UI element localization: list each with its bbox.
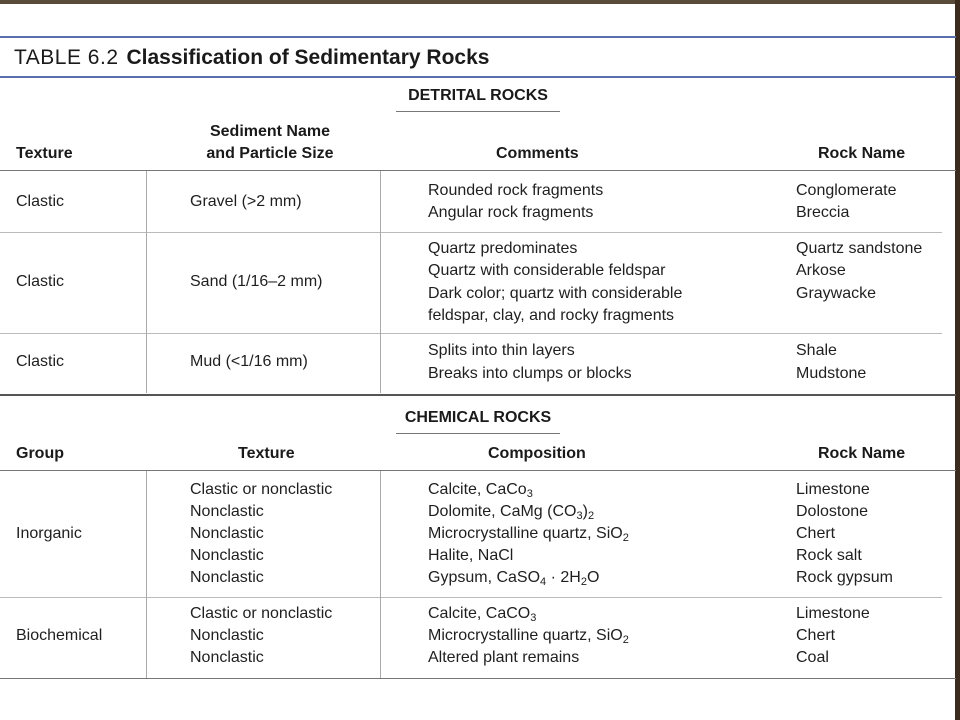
comment-line: Quartz with considerable feldspar: [428, 262, 666, 279]
title-rule-top: [0, 36, 956, 38]
row-divider: [0, 597, 942, 598]
row-divider: [0, 333, 942, 334]
rock-name-cell: Chert: [796, 627, 836, 644]
texture-cell: Nonclastic: [190, 649, 264, 666]
rock-name-cell: Rock salt: [796, 547, 862, 564]
composition-cell: Halite, NaCl: [428, 547, 514, 564]
table-name: Classification of Sedimentary Rocks: [126, 46, 490, 69]
sediment-cell: Mud (<1/16 mm): [190, 353, 308, 370]
section-rule: [0, 394, 956, 396]
header-sediment-line1: Sediment Name: [209, 123, 331, 140]
right-frame-border: [955, 0, 960, 720]
texture-cell: Nonclastic: [190, 627, 264, 644]
composition-cell: Calcite, CaCO$_3$: [428, 605, 537, 624]
rock-name-cell: Quartz sandstone: [796, 240, 923, 257]
header-rock-name: Rock Name: [818, 445, 906, 462]
rock-name-cell: Mudstone: [796, 365, 867, 382]
rock-name-cell: Breccia: [796, 204, 850, 221]
composition-cell: Altered plant remains: [428, 649, 580, 666]
rock-name-cell: Limestone: [796, 605, 870, 622]
chemical-heading: CHEMICAL ROCKS: [404, 409, 552, 426]
sediment-cell: Gravel (>2 mm): [190, 193, 302, 210]
texture-cell: Nonclastic: [190, 503, 264, 520]
table-number: TABLE 6.2: [14, 46, 119, 69]
header-group: Group: [16, 445, 64, 462]
texture-cell: Nonclastic: [190, 569, 264, 586]
top-frame-border: [0, 0, 960, 4]
chemical-header-rule: [0, 470, 956, 471]
texture-cell: Clastic: [16, 353, 65, 370]
header-texture: Texture: [16, 145, 73, 162]
column-divider: [380, 471, 381, 678]
comment-line: Splits into thin layers: [428, 342, 575, 359]
column-divider: [146, 171, 147, 393]
rock-name-cell: Graywacke: [796, 285, 877, 302]
rock-name-cell: Coal: [796, 649, 829, 666]
rock-name-cell: Rock gypsum: [796, 569, 893, 586]
texture-cell: Nonclastic: [190, 525, 264, 542]
sediment-cell: Sand (1/16–2 mm): [190, 273, 323, 290]
detrital-header-rule: [0, 170, 956, 171]
chemical-heading-underline: [396, 433, 560, 434]
composition-cell: Microcrystalline quartz, SiO$_2$: [428, 627, 629, 646]
detrital-heading-underline: [396, 111, 560, 112]
comment-line: Quartz predominates: [428, 240, 578, 257]
comment-line: feldspar, clay, and rocky fragments: [428, 307, 675, 324]
rock-name-cell: Conglomerate: [796, 182, 897, 199]
header-sediment-line2: and Particle Size: [206, 145, 334, 162]
comment-line: Angular rock fragments: [428, 204, 594, 221]
column-divider: [146, 471, 147, 678]
row-divider: [0, 232, 942, 233]
column-divider: [380, 171, 381, 393]
header-rock-name: Rock Name: [818, 145, 906, 162]
composition-cell: Microcrystalline quartz, SiO$_2$: [428, 525, 629, 544]
group-cell: Inorganic: [16, 525, 82, 542]
rock-name-cell: Limestone: [796, 481, 870, 498]
comment-line: Rounded rock fragments: [428, 182, 604, 199]
title-rule-bottom: [0, 76, 956, 78]
header-comments: Comments: [496, 145, 579, 162]
texture-cell: Clastic: [16, 193, 65, 210]
header-texture: Texture: [238, 445, 295, 462]
composition-cell: Dolomite, CaMg $(CO_3)_2$: [428, 503, 595, 522]
texture-cell: Clastic: [16, 273, 65, 290]
group-cell: Biochemical: [16, 627, 103, 644]
rock-name-cell: Shale: [796, 342, 837, 359]
rock-name-cell: Arkose: [796, 262, 846, 279]
table-bottom-rule: [0, 678, 956, 679]
composition-cell: Gypsum, CaSO$_4$ · $2H_2O$: [428, 569, 600, 588]
texture-cell: Nonclastic: [190, 547, 264, 564]
texture-cell: Clastic or nonclastic: [190, 605, 333, 622]
composition-cell: Calcite, CaCo$_3$: [428, 481, 533, 500]
table-title: [14, 44, 489, 72]
comment-line: Dark color; quartz with considerable: [428, 285, 683, 302]
comment-line: Breaks into clumps or blocks: [428, 365, 632, 382]
rock-name-cell: Chert: [796, 525, 836, 542]
header-composition: Composition: [488, 445, 586, 462]
detrital-heading: DETRITAL ROCKS: [408, 87, 548, 104]
texture-cell: Clastic or nonclastic: [190, 481, 333, 498]
rock-name-cell: Dolostone: [796, 503, 869, 520]
